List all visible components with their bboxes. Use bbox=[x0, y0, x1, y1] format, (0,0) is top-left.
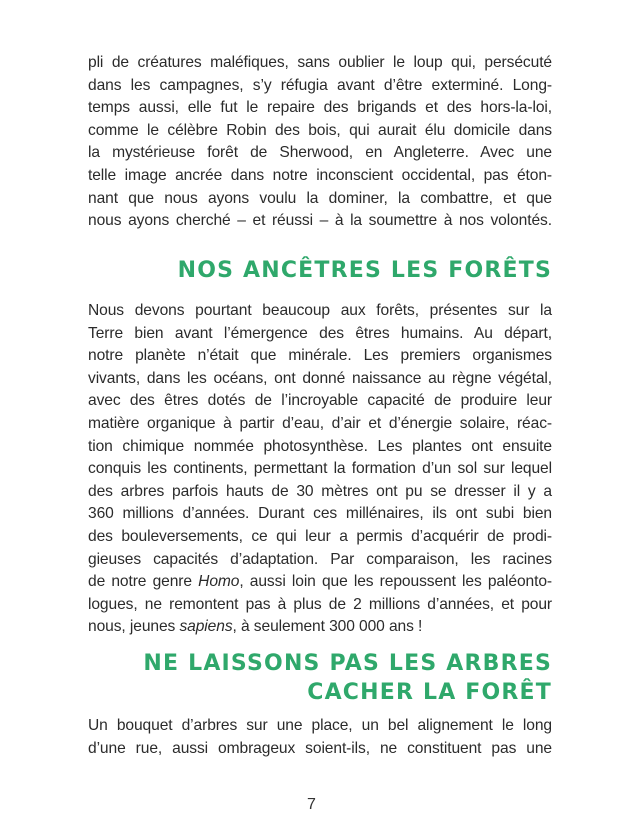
text-line: la mystérieuse forêt de Sherwood, en Angleterre. Avec une bbox=[88, 144, 552, 162]
text-line: nant que nous ayons voulu la dominer, la combattre, et que bbox=[88, 189, 552, 207]
text-line: d’une rue, aussi ombrageux soient-ils, ne constituent pas une bbox=[88, 739, 552, 757]
heading-line: CACHER LA FORÊT bbox=[307, 680, 552, 705]
page-number: 7 bbox=[307, 796, 316, 813]
text-line: pli de créatures maléfiques, sans oublier le loup qui, persécuté bbox=[88, 54, 552, 71]
text-line: des bouleversements, ce qui leur a permis d’acquérir de prodi- bbox=[88, 527, 552, 545]
text-fragment: , aussi loin que les repoussent les paléonto- bbox=[239, 573, 552, 591]
section-heading-ancetres: NOS ANCÊTRES LES FORÊTS bbox=[177, 258, 552, 283]
text-line: logues, ne remontent pas à plus de 2 millions d’années, et pour bbox=[88, 595, 552, 613]
text-line: gieuses capacités d’adaptation. Par comparaison, les racines bbox=[88, 550, 552, 568]
text-fragment: nous, jeunes bbox=[88, 618, 180, 636]
text-fragment: de notre genre bbox=[88, 573, 199, 591]
text-line: comme le célèbre Robin des bois, qui aurait élu domicile dans bbox=[88, 121, 552, 139]
text-line bbox=[88, 571, 552, 594]
text-line: 360 millions d’années. Durant ces millénaires, ils ont subi bien bbox=[88, 505, 552, 523]
text-line: nous ayons cherché – et réussi – à la soumettre à nos volontés. bbox=[88, 212, 552, 230]
italic-term-homo: Homo bbox=[198, 573, 240, 591]
text-line: telle image ancrée dans notre inconscient occidental, pas éton- bbox=[88, 166, 552, 184]
italic-term-sapiens: sapiens bbox=[179, 618, 233, 636]
paragraph-forests bbox=[88, 300, 552, 639]
text-line: dans les campagnes, s’y réfugia avant d’être exterminé. Long- bbox=[88, 76, 552, 94]
text-line: avec des êtres dotés de l’incroyable capacité de produire leur bbox=[88, 392, 552, 410]
paragraph-trees bbox=[88, 715, 552, 760]
paragraph-intro bbox=[88, 52, 552, 233]
text-fragment: , à seulement 300 000 ans ! bbox=[232, 618, 423, 636]
text-line: Un bouquet d’arbres sur une place, un bel alignement le long bbox=[88, 717, 552, 734]
text-line: notre planète n’était que minérale. Les premiers organismes bbox=[88, 347, 552, 365]
heading-line: NE LAISSONS PAS LES ARBRES bbox=[143, 651, 552, 676]
text-line: des arbres parfois hauts de 30 mètres ont pu se dresser il y a bbox=[88, 482, 552, 500]
text-line: conquis les continents, permettant la formation d’un sol sur lequel bbox=[88, 460, 552, 478]
text-line: Terre bien avant l’émergence des êtres humains. Au départ, bbox=[88, 324, 552, 342]
text-line: vivants, dans les océans, ont donné naissance au règne végétal, bbox=[88, 369, 552, 387]
text-line bbox=[88, 616, 552, 639]
text-line: matière organique à partir d’eau, d’air et d’énergie solaire, réac- bbox=[88, 414, 552, 432]
section-heading-arbres bbox=[143, 649, 552, 707]
text-line: temps aussi, elle fut le repaire des brigands et des hors-la-loi, bbox=[88, 99, 552, 117]
text-line: Nous devons pourtant beaucoup aux forêts, présentes sur la bbox=[88, 302, 552, 319]
text-line: tion chimique nommée photosynthèse. Les plantes ont ensuite bbox=[88, 437, 552, 455]
